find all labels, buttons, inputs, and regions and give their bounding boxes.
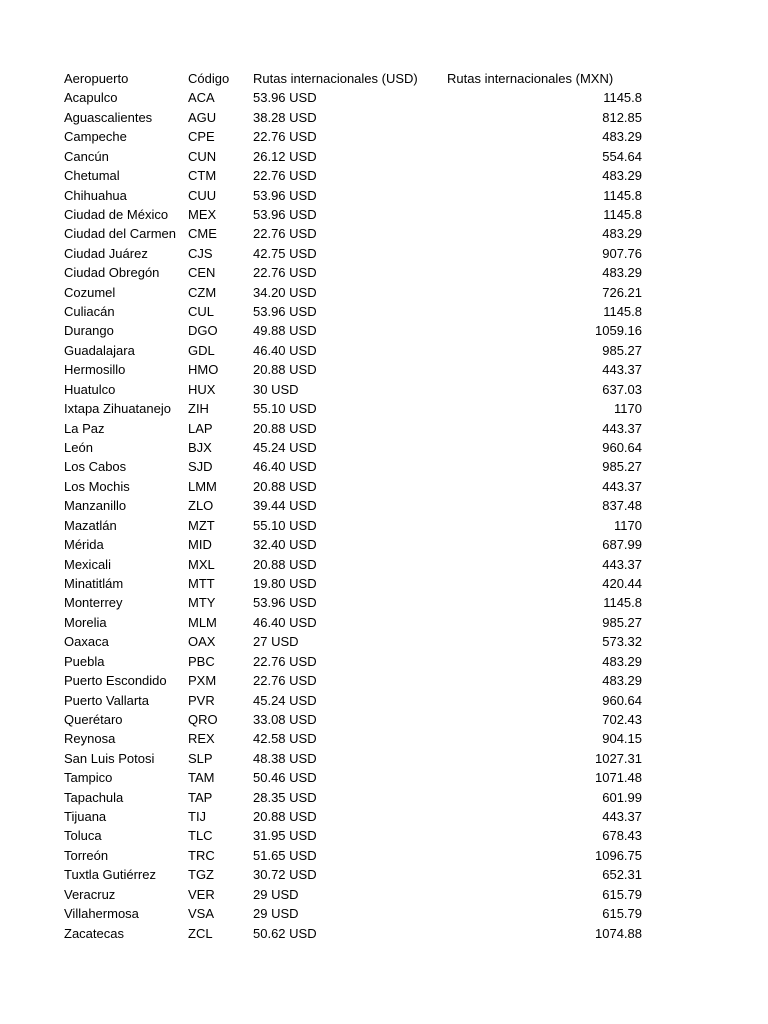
- code-cell: SLP: [188, 750, 213, 766]
- airport-cell: Querétaro: [64, 711, 123, 727]
- usd-cell: 45.24 USD: [253, 440, 317, 456]
- airport-cell: Tijuana: [64, 809, 107, 825]
- table-row: [64, 710, 648, 729]
- header-mxn: Rutas internacionales (MXN): [447, 71, 614, 86]
- code-cell: BJX: [188, 440, 212, 456]
- mxn-cell: 573.32: [602, 634, 642, 650]
- mxn-cell: 678.43: [602, 828, 642, 844]
- mxn-cell: 420.44: [602, 575, 642, 591]
- mxn-cell: 483.29: [602, 129, 642, 145]
- usd-cell: 22.76 USD: [253, 673, 317, 689]
- code-cell: MID: [188, 537, 212, 553]
- airport-cell: Chetumal: [64, 168, 120, 184]
- table-body: [64, 88, 648, 943]
- mxn-cell: 1074.88: [595, 925, 642, 941]
- usd-cell: 53.96 USD: [253, 206, 317, 222]
- table-row: [64, 749, 648, 768]
- airport-cell: Aguascalientes: [64, 109, 153, 125]
- table-row: [64, 244, 648, 263]
- code-cell: TAM: [188, 770, 215, 786]
- header-usd: Rutas internacionales (USD): [253, 71, 418, 86]
- usd-cell: 33.08 USD: [253, 711, 317, 727]
- mxn-cell: 985.27: [602, 342, 642, 358]
- code-cell: ACA: [188, 90, 215, 106]
- usd-cell: 53.96 USD: [253, 90, 317, 106]
- code-cell: HUX: [188, 381, 216, 397]
- code-cell: TIJ: [188, 809, 207, 825]
- code-cell: MTT: [188, 575, 215, 591]
- mxn-cell: 985.27: [602, 459, 642, 475]
- usd-cell: 46.40 USD: [253, 342, 317, 358]
- usd-cell: 22.76 USD: [253, 226, 317, 242]
- airport-cell: Acapulco: [64, 90, 118, 106]
- usd-cell: 46.40 USD: [253, 459, 317, 475]
- table-header-row: [64, 69, 648, 88]
- code-cell: ZCL: [188, 925, 213, 941]
- usd-cell: 32.40 USD: [253, 537, 317, 553]
- table-row: [64, 205, 648, 224]
- airport-cell: Durango: [64, 323, 114, 339]
- table-row: [64, 671, 648, 690]
- usd-cell: 53.96 USD: [253, 304, 317, 320]
- airport-cell: Toluca: [64, 828, 102, 844]
- mxn-cell: 702.43: [602, 711, 642, 727]
- code-cell: ZLO: [188, 498, 214, 514]
- code-cell: CUL: [188, 304, 215, 320]
- table-row: [64, 88, 648, 107]
- table-row: [64, 419, 648, 438]
- table-row: [64, 826, 648, 845]
- code-cell: PVR: [188, 692, 215, 708]
- code-cell: CEN: [188, 265, 216, 281]
- usd-cell: 55.10 USD: [253, 517, 317, 533]
- table-row: [64, 652, 648, 671]
- mxn-cell: 726.21: [602, 284, 642, 300]
- airport-cell: Huatulco: [64, 381, 116, 397]
- airport-cell: Morelia: [64, 614, 107, 630]
- airport-cell: Tuxtla Gutiérrez: [64, 867, 156, 883]
- table-row: [64, 399, 648, 418]
- mxn-cell: 483.29: [602, 673, 642, 689]
- usd-cell: 27 USD: [253, 634, 299, 650]
- code-cell: LMM: [188, 478, 217, 494]
- usd-cell: 31.95 USD: [253, 828, 317, 844]
- usd-cell: 30 USD: [253, 381, 299, 397]
- usd-cell: 22.76 USD: [253, 265, 317, 281]
- mxn-cell: 652.31: [602, 867, 642, 883]
- table-row: [64, 535, 648, 554]
- usd-cell: 20.88 USD: [253, 478, 317, 494]
- airport-cell: Culiacán: [64, 304, 115, 320]
- code-cell: CME: [188, 226, 217, 242]
- usd-cell: 42.75 USD: [253, 245, 317, 261]
- table-row: [64, 904, 648, 923]
- table-row: [64, 807, 648, 826]
- table-row: [64, 613, 648, 632]
- airport-cell: Los Mochis: [64, 478, 130, 494]
- mxn-cell: 443.37: [602, 420, 642, 436]
- mxn-cell: 615.79: [602, 906, 642, 922]
- airport-cell: Guadalajara: [64, 342, 135, 358]
- mxn-cell: 904.15: [602, 731, 642, 747]
- table-row: [64, 263, 648, 282]
- code-cell: MZT: [188, 517, 215, 533]
- airport-cell: Campeche: [64, 129, 127, 145]
- mxn-cell: 907.76: [602, 245, 642, 261]
- mxn-cell: 837.48: [602, 498, 642, 514]
- airport-cell: Villahermosa: [64, 906, 139, 922]
- usd-cell: 50.62 USD: [253, 925, 317, 941]
- airport-cell: Mexicali: [64, 556, 111, 572]
- usd-cell: 29 USD: [253, 886, 299, 902]
- usd-cell: 20.88 USD: [253, 420, 317, 436]
- table-row: [64, 457, 648, 476]
- usd-cell: 50.46 USD: [253, 770, 317, 786]
- code-cell: QRO: [188, 711, 218, 727]
- table-row: [64, 302, 648, 321]
- code-cell: TAP: [188, 789, 213, 805]
- code-cell: CUN: [188, 148, 217, 164]
- usd-cell: 49.88 USD: [253, 323, 317, 339]
- airport-cell: León: [64, 440, 93, 456]
- mxn-cell: 554.64: [602, 148, 642, 164]
- code-cell: MLM: [188, 614, 217, 630]
- mxn-cell: 812.85: [602, 109, 642, 125]
- mxn-cell: 1170: [614, 517, 642, 533]
- mxn-cell: 1071.48: [595, 770, 642, 786]
- usd-cell: 30.72 USD: [253, 867, 317, 883]
- table-row: [64, 632, 648, 651]
- code-cell: TRC: [188, 847, 215, 863]
- code-cell: DGO: [188, 323, 218, 339]
- table-row: [64, 788, 648, 807]
- table-row: [64, 846, 648, 865]
- header-airport: Aeropuerto: [64, 71, 129, 86]
- code-cell: MXL: [188, 556, 215, 572]
- usd-cell: 20.88 USD: [253, 809, 317, 825]
- table-row: [64, 147, 648, 166]
- mxn-cell: 1145.8: [603, 90, 642, 106]
- table-row: [64, 574, 648, 593]
- airport-cell: Manzanillo: [64, 498, 127, 514]
- airport-cell: Puerto Escondido: [64, 673, 167, 689]
- usd-cell: 48.38 USD: [253, 750, 317, 766]
- code-cell: MTY: [188, 595, 216, 611]
- table-row: [64, 108, 648, 127]
- mxn-cell: 1145.8: [603, 206, 642, 222]
- code-cell: SJD: [188, 459, 213, 475]
- code-cell: GDL: [188, 342, 215, 358]
- airport-cell: Los Cabos: [64, 459, 127, 475]
- table-row: [64, 885, 648, 904]
- usd-cell: 22.76 USD: [253, 653, 317, 669]
- airport-cell: Monterrey: [64, 595, 123, 611]
- table-row: [64, 865, 648, 884]
- usd-cell: 53.96 USD: [253, 187, 317, 203]
- usd-cell: 38.28 USD: [253, 109, 317, 125]
- mxn-cell: 483.29: [602, 168, 642, 184]
- mxn-cell: 1145.8: [603, 304, 642, 320]
- airport-cell: Puerto Vallarta: [64, 692, 150, 708]
- table-row: [64, 360, 648, 379]
- mxn-cell: 985.27: [602, 614, 642, 630]
- code-cell: CZM: [188, 284, 217, 300]
- usd-cell: 22.76 USD: [253, 129, 317, 145]
- table-row: [64, 186, 648, 205]
- code-cell: VER: [188, 886, 215, 902]
- mxn-cell: 1059.16: [595, 323, 642, 339]
- table-row: [64, 496, 648, 515]
- mxn-cell: 483.29: [602, 653, 642, 669]
- mxn-cell: 483.29: [602, 265, 642, 281]
- table-row: [64, 691, 648, 710]
- table-row: [64, 768, 648, 787]
- code-cell: CUU: [188, 187, 217, 203]
- usd-cell: 29 USD: [253, 906, 299, 922]
- airport-cell: Mérida: [64, 537, 104, 553]
- code-cell: AGU: [188, 109, 217, 125]
- airport-cell: Ciudad de México: [64, 206, 169, 222]
- airport-cell: Torreón: [64, 847, 109, 863]
- table-row: [64, 283, 648, 302]
- usd-cell: 22.76 USD: [253, 168, 317, 184]
- mxn-cell: 1170: [614, 401, 642, 417]
- table-row: [64, 341, 648, 360]
- code-cell: ZIH: [188, 401, 209, 417]
- mxn-cell: 443.37: [602, 809, 642, 825]
- code-cell: OAX: [188, 634, 216, 650]
- usd-cell: 20.88 USD: [253, 362, 317, 378]
- usd-cell: 28.35 USD: [253, 789, 317, 805]
- mxn-cell: 687.99: [602, 537, 642, 553]
- airport-cell: Ciudad del Carmen: [64, 226, 177, 242]
- airport-cell: Tampico: [64, 770, 113, 786]
- airport-cell: Reynosa: [64, 731, 116, 747]
- usd-cell: 51.65 USD: [253, 847, 317, 863]
- mxn-cell: 1145.8: [603, 595, 642, 611]
- airport-cell: Tapachula: [64, 789, 124, 805]
- code-cell: HMO: [188, 362, 219, 378]
- usd-cell: 46.40 USD: [253, 614, 317, 630]
- airport-cell: Oaxaca: [64, 634, 109, 650]
- code-cell: LAP: [188, 420, 213, 436]
- mxn-cell: 960.64: [602, 692, 642, 708]
- mxn-cell: 443.37: [602, 556, 642, 572]
- airport-cell: Mazatlán: [64, 517, 117, 533]
- airport-cell: Cozumel: [64, 284, 116, 300]
- mxn-cell: 637.03: [602, 381, 642, 397]
- airport-cell: Minatitlám: [64, 575, 124, 591]
- airport-cell: Ciudad Obregón: [64, 265, 160, 281]
- code-cell: PBC: [188, 653, 215, 669]
- airport-cell: Cancún: [64, 148, 109, 164]
- code-cell: VSA: [188, 906, 215, 922]
- mxn-cell: 601.99: [602, 789, 642, 805]
- code-cell: PXM: [188, 673, 217, 689]
- mxn-cell: 960.64: [602, 440, 642, 456]
- table-row: [64, 321, 648, 340]
- usd-cell: 53.96 USD: [253, 595, 317, 611]
- table-row: [64, 555, 648, 574]
- airport-cell: Puebla: [64, 653, 105, 669]
- code-cell: CPE: [188, 129, 215, 145]
- usd-cell: 42.58 USD: [253, 731, 317, 747]
- table-row: [64, 477, 648, 496]
- code-cell: TGZ: [188, 867, 214, 883]
- usd-cell: 26.12 USD: [253, 148, 317, 164]
- code-cell: REX: [188, 731, 215, 747]
- code-cell: MEX: [188, 206, 217, 222]
- table-row: [64, 127, 648, 146]
- airport-cell: Ciudad Juárez: [64, 245, 148, 261]
- table-row: [64, 516, 648, 535]
- usd-cell: 34.20 USD: [253, 284, 317, 300]
- airport-cell: La Paz: [64, 420, 105, 436]
- mxn-cell: 443.37: [602, 362, 642, 378]
- table-row: [64, 729, 648, 748]
- airport-fees-table: [64, 69, 648, 943]
- table-row: [64, 593, 648, 612]
- table-row: [64, 166, 648, 185]
- table-row: [64, 438, 648, 457]
- airport-cell: San Luis Potosi: [64, 750, 155, 766]
- mxn-cell: 1145.8: [603, 187, 642, 203]
- airport-cell: Veracruz: [64, 886, 116, 902]
- mxn-cell: 1027.31: [595, 750, 642, 766]
- table-row: [64, 380, 648, 399]
- usd-cell: 20.88 USD: [253, 556, 317, 572]
- mxn-cell: 443.37: [602, 478, 642, 494]
- airport-cell: Hermosillo: [64, 362, 126, 378]
- mxn-cell: 483.29: [602, 226, 642, 242]
- code-cell: CJS: [188, 245, 213, 261]
- airport-cell: Chihuahua: [64, 187, 127, 203]
- header-code: Código: [188, 71, 230, 86]
- usd-cell: 55.10 USD: [253, 401, 317, 417]
- usd-cell: 45.24 USD: [253, 692, 317, 708]
- table-row: [64, 224, 648, 243]
- usd-cell: 19.80 USD: [253, 575, 317, 591]
- table-row: [64, 924, 648, 943]
- usd-cell: 39.44 USD: [253, 498, 317, 514]
- mxn-cell: 615.79: [602, 886, 642, 902]
- airport-cell: Zacatecas: [64, 925, 124, 941]
- mxn-cell: 1096.75: [595, 847, 642, 863]
- airport-cell: Ixtapa Zihuatanejo: [64, 401, 171, 417]
- code-cell: TLC: [188, 828, 213, 844]
- code-cell: CTM: [188, 168, 217, 184]
